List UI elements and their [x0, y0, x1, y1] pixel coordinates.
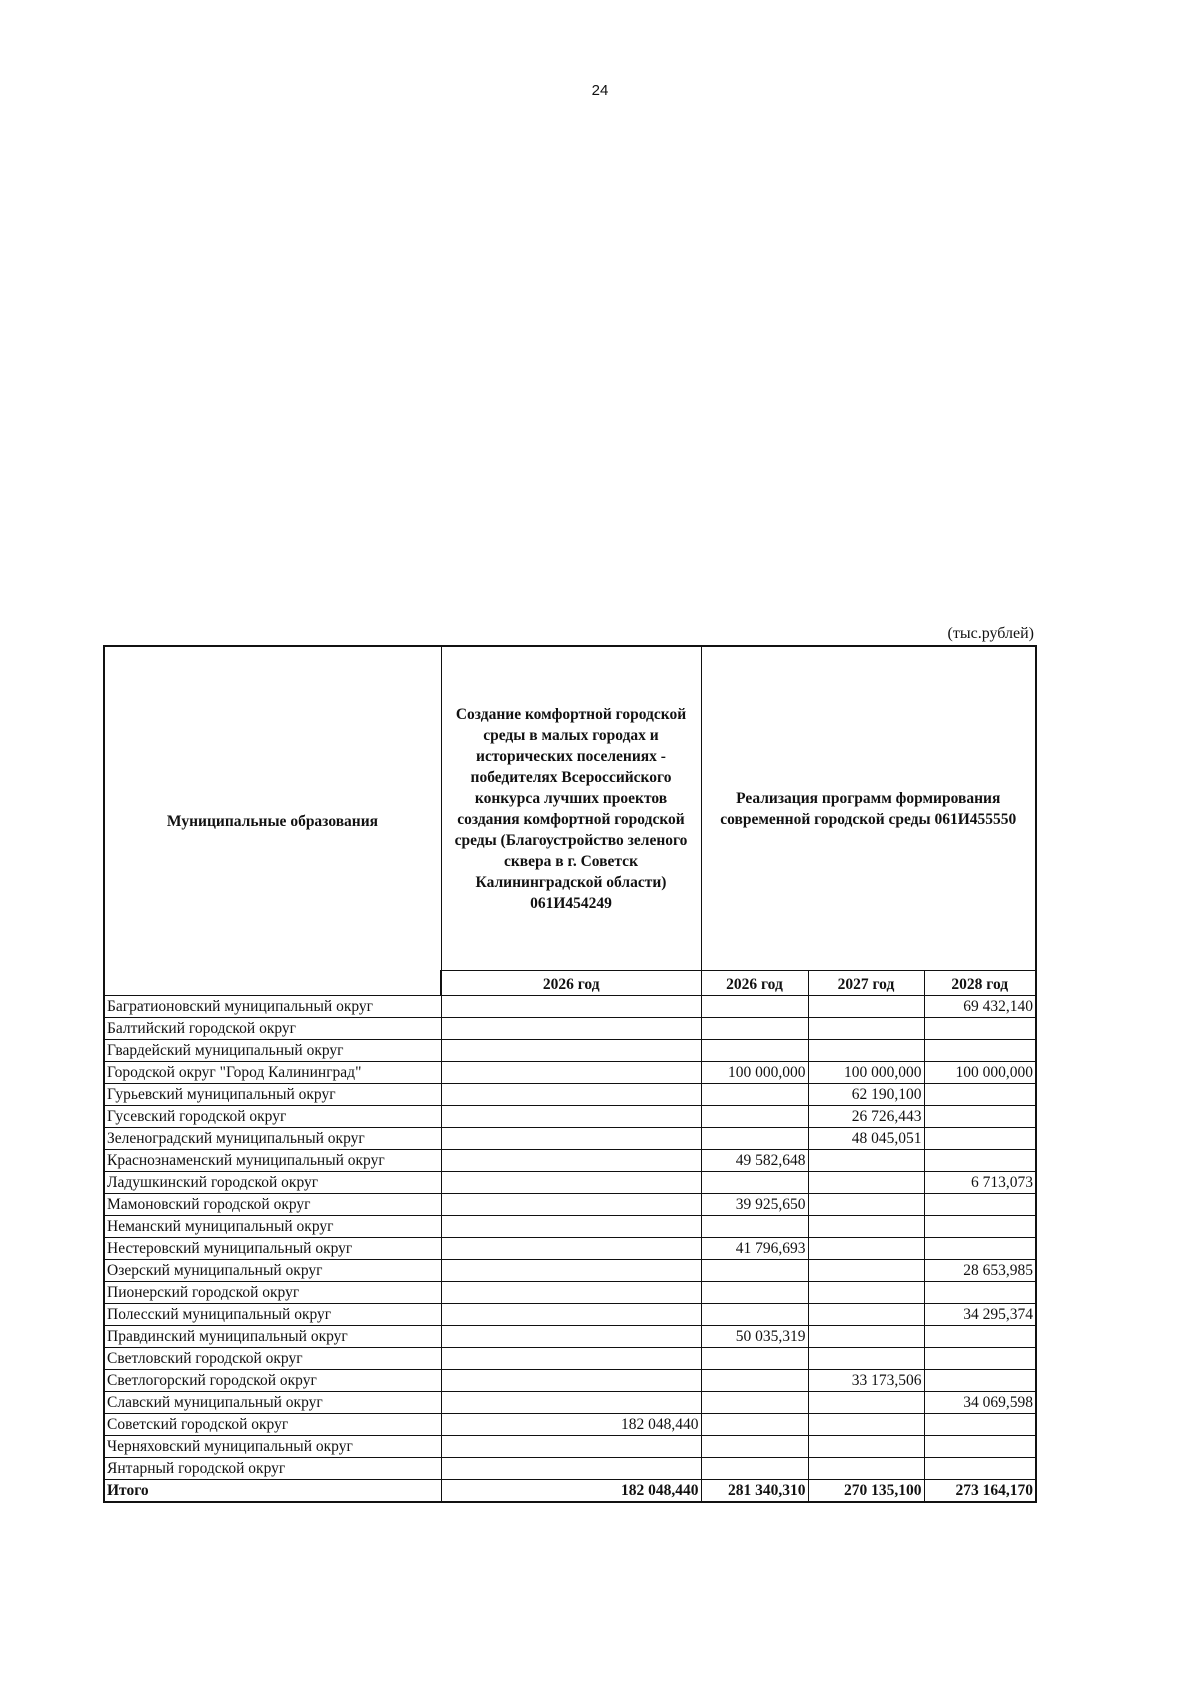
- municipality-name: Мамоновский городской округ: [104, 1194, 441, 1216]
- municipality-name: Светлогорский городской округ: [104, 1370, 441, 1392]
- value-cell: [441, 1370, 701, 1392]
- value-cell: [441, 1084, 701, 1106]
- value-cell: [808, 1238, 924, 1260]
- value-cell: [441, 1392, 701, 1414]
- program2-header: Реализация программ формирования современной городской среды 061И455550: [701, 646, 1036, 971]
- municipality-name: Балтийский городской округ: [104, 1018, 441, 1040]
- total-value-cell: 273 164,170: [924, 1480, 1036, 1503]
- unit-label: (тыс.рублей): [947, 625, 1034, 642]
- value-cell: [441, 1260, 701, 1282]
- table-row: [104, 1084, 1036, 1106]
- municipality-name: Гвардейский муниципальный округ: [104, 1040, 441, 1062]
- value-cell: [441, 996, 701, 1018]
- municipality-name: Багратионовский муниципальный округ: [104, 996, 441, 1018]
- value-cell: [701, 1436, 808, 1458]
- municipality-name: Правдинский муниципальный округ: [104, 1326, 441, 1348]
- value-cell: [701, 1018, 808, 1040]
- value-cell: [441, 1326, 701, 1348]
- value-cell: [701, 1392, 808, 1414]
- municipality-name: Краснознаменский муниципальный округ: [104, 1150, 441, 1172]
- program1-header: Создание комфортной городской среды в малых городах и исторических поселениях - победителях Всероссийского конкурса лучших проектов создания комфортной городской среды (Благоустройство зеленого сквера в г. Советск Калининградской области) 061И454249: [441, 646, 701, 971]
- table-row: [104, 1436, 1036, 1458]
- table-row: [104, 1326, 1036, 1348]
- table-row: [104, 1128, 1036, 1150]
- value-cell: [441, 1458, 701, 1480]
- value-cell: [808, 1040, 924, 1062]
- value-cell: [441, 1348, 701, 1370]
- value-cell: [924, 1436, 1036, 1458]
- table-row: [104, 1392, 1036, 1414]
- value-cell: [808, 1414, 924, 1436]
- total-value-cell: 182 048,440: [441, 1480, 701, 1503]
- table-row: [104, 1348, 1036, 1370]
- value-cell: 34 069,598: [924, 1392, 1036, 1414]
- budget-table: [103, 645, 1037, 1503]
- value-cell: [441, 1062, 701, 1084]
- value-cell: [808, 1458, 924, 1480]
- municipality-name: Нестеровский муниципальный округ: [104, 1238, 441, 1260]
- year-header: 2028 год: [924, 971, 1036, 996]
- value-cell: [924, 1084, 1036, 1106]
- value-cell: [701, 1216, 808, 1238]
- table-row: [104, 1150, 1036, 1172]
- municipality-name: Советский городской округ: [104, 1414, 441, 1436]
- value-cell: [701, 1106, 808, 1128]
- value-cell: [808, 1392, 924, 1414]
- value-cell: [441, 1194, 701, 1216]
- value-cell: [441, 1172, 701, 1194]
- value-cell: [808, 1194, 924, 1216]
- municipality-name: Черняховский муниципальный округ: [104, 1436, 441, 1458]
- total-label: Итого: [104, 1480, 441, 1503]
- table-row: [104, 1304, 1036, 1326]
- value-cell: [701, 1128, 808, 1150]
- value-cell: [701, 1304, 808, 1326]
- value-cell: [924, 1216, 1036, 1238]
- value-cell: 49 582,648: [701, 1150, 808, 1172]
- value-cell: [808, 1326, 924, 1348]
- value-cell: 28 653,985: [924, 1260, 1036, 1282]
- table-row: [104, 1062, 1036, 1084]
- table-row: [104, 1414, 1036, 1436]
- value-cell: [924, 1150, 1036, 1172]
- value-cell: [924, 1194, 1036, 1216]
- value-cell: [924, 1458, 1036, 1480]
- municipality-name: Неманский муниципальный округ: [104, 1216, 441, 1238]
- municipality-name: Пионерский городской округ: [104, 1282, 441, 1304]
- value-cell: [924, 1040, 1036, 1062]
- value-cell: [701, 1414, 808, 1436]
- value-cell: [808, 1172, 924, 1194]
- value-cell: [808, 1260, 924, 1282]
- value-cell: [701, 1260, 808, 1282]
- value-cell: 48 045,051: [808, 1128, 924, 1150]
- table-row: [104, 1216, 1036, 1238]
- municipality-name: Зеленоградский муниципальный округ: [104, 1128, 441, 1150]
- table-row: [104, 1260, 1036, 1282]
- municipality-name: Гусевский городской округ: [104, 1106, 441, 1128]
- value-cell: 6 713,073: [924, 1172, 1036, 1194]
- value-cell: [924, 1282, 1036, 1304]
- value-cell: [701, 996, 808, 1018]
- value-cell: [441, 1150, 701, 1172]
- table-row: [104, 1458, 1036, 1480]
- municipality-name: Полесский муниципальный округ: [104, 1304, 441, 1326]
- year-header: 2026 год: [701, 971, 808, 996]
- total-row: [104, 1480, 1036, 1503]
- table-row: [104, 1238, 1036, 1260]
- value-cell: [441, 1304, 701, 1326]
- municipality-header: Муниципальные образования: [104, 646, 441, 996]
- municipality-name: Ладушкинский городской округ: [104, 1172, 441, 1194]
- value-cell: [441, 1282, 701, 1304]
- table-row: [104, 1106, 1036, 1128]
- value-cell: [808, 1282, 924, 1304]
- value-cell: [808, 1304, 924, 1326]
- value-cell: [808, 1150, 924, 1172]
- value-cell: 100 000,000: [808, 1062, 924, 1084]
- value-cell: [808, 1018, 924, 1040]
- value-cell: [701, 1172, 808, 1194]
- municipality-name: Озерский муниципальный округ: [104, 1260, 441, 1282]
- value-cell: 34 295,374: [924, 1304, 1036, 1326]
- value-cell: [808, 1216, 924, 1238]
- value-cell: [808, 1348, 924, 1370]
- value-cell: [701, 1348, 808, 1370]
- value-cell: 182 048,440: [441, 1414, 701, 1436]
- value-cell: 62 190,100: [808, 1084, 924, 1106]
- municipality-name: Светловский городской округ: [104, 1348, 441, 1370]
- table-row: [104, 1172, 1036, 1194]
- value-cell: [924, 1326, 1036, 1348]
- municipality-name: Гурьевский муниципальный округ: [104, 1084, 441, 1106]
- municipality-name: Городской округ "Город Калининград": [104, 1062, 441, 1084]
- table-row: [104, 996, 1036, 1018]
- table-row: [104, 1282, 1036, 1304]
- value-cell: [924, 1018, 1036, 1040]
- page-number: 24: [591, 82, 609, 99]
- total-value-cell: 270 135,100: [808, 1480, 924, 1503]
- year-header: 2026 год: [441, 971, 701, 996]
- value-cell: [924, 1128, 1036, 1150]
- value-cell: [924, 1106, 1036, 1128]
- value-cell: 41 796,693: [701, 1238, 808, 1260]
- value-cell: [808, 1436, 924, 1458]
- value-cell: 100 000,000: [924, 1062, 1036, 1084]
- value-cell: 69 432,140: [924, 996, 1036, 1018]
- municipality-name: Славский муниципальный округ: [104, 1392, 441, 1414]
- total-value-cell: 281 340,310: [701, 1480, 808, 1503]
- value-cell: [701, 1282, 808, 1304]
- table-row: [104, 1194, 1036, 1216]
- value-cell: [441, 1106, 701, 1128]
- value-cell: [701, 1458, 808, 1480]
- value-cell: [701, 1040, 808, 1062]
- value-cell: [808, 996, 924, 1018]
- value-cell: [924, 1370, 1036, 1392]
- municipality-name: Янтарный городской округ: [104, 1458, 441, 1480]
- table-row: [104, 1018, 1036, 1040]
- value-cell: [441, 1018, 701, 1040]
- value-cell: 33 173,506: [808, 1370, 924, 1392]
- value-cell: [924, 1414, 1036, 1436]
- value-cell: [924, 1348, 1036, 1370]
- value-cell: [441, 1436, 701, 1458]
- value-cell: [701, 1370, 808, 1392]
- header-row: [104, 646, 1036, 971]
- table-row: [104, 1370, 1036, 1392]
- value-cell: 26 726,443: [808, 1106, 924, 1128]
- value-cell: [441, 1238, 701, 1260]
- value-cell: [441, 1128, 701, 1150]
- value-cell: 100 000,000: [701, 1062, 808, 1084]
- table-row: [104, 1040, 1036, 1062]
- value-cell: [924, 1238, 1036, 1260]
- value-cell: 50 035,319: [701, 1326, 808, 1348]
- year-header: 2027 год: [808, 971, 924, 996]
- value-cell: 39 925,650: [701, 1194, 808, 1216]
- value-cell: [441, 1216, 701, 1238]
- value-cell: [441, 1040, 701, 1062]
- table-body: [104, 996, 1036, 1503]
- value-cell: [701, 1084, 808, 1106]
